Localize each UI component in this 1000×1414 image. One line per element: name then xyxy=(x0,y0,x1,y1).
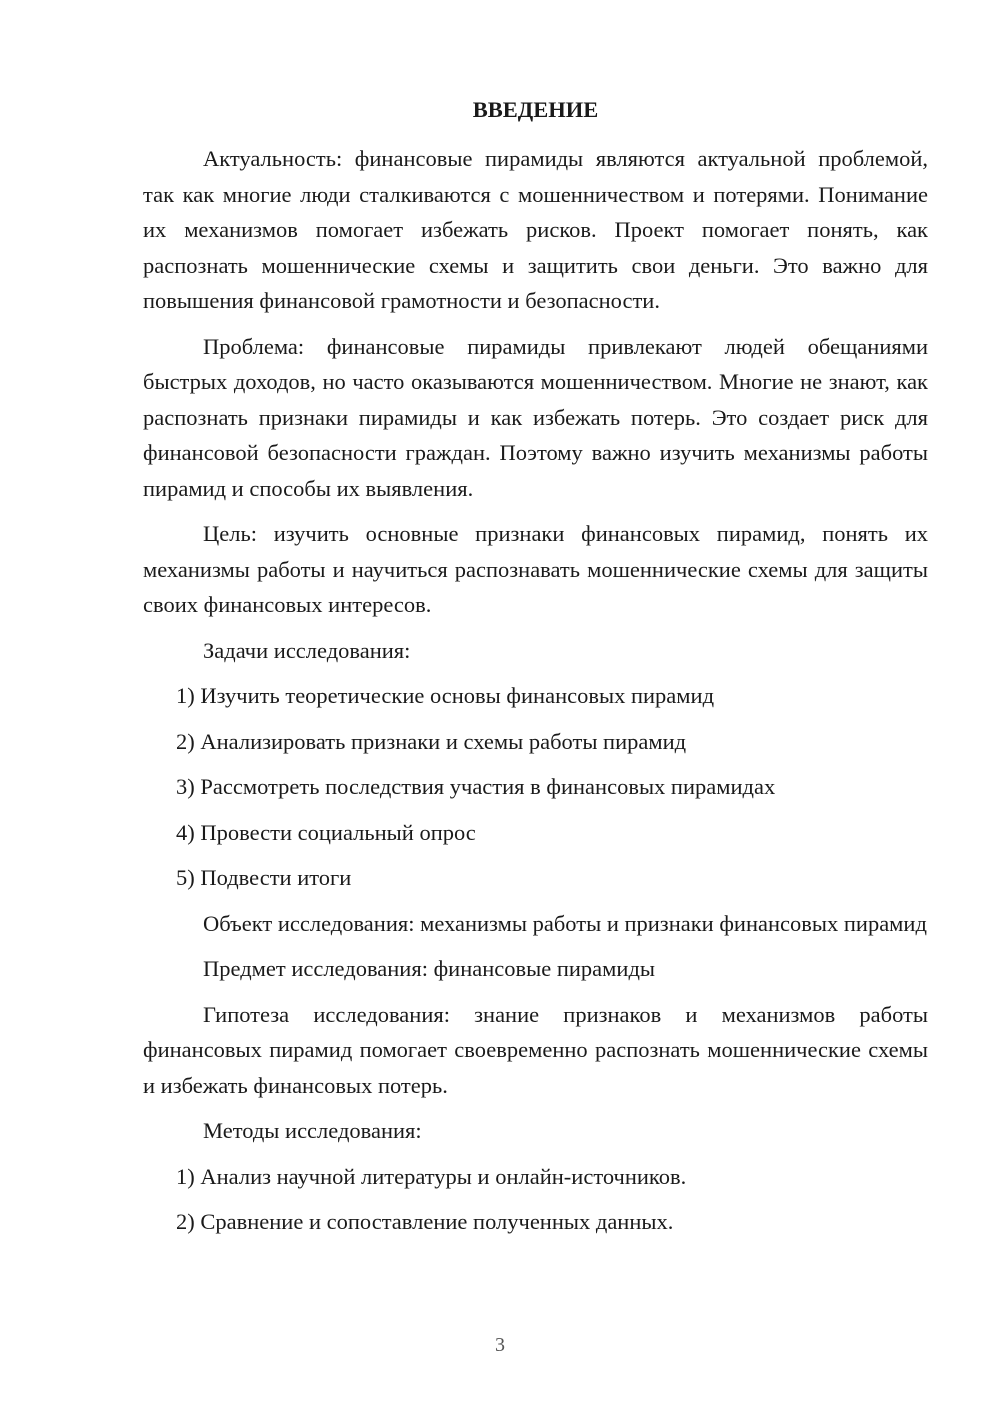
task-item: 4) Провести социальный опрос xyxy=(176,819,476,845)
object-paragraph: Объект исследования: механизмы работы и признаки финансовых пирамид xyxy=(203,910,927,936)
section-heading: ВВЕДЕНИЕ xyxy=(472,97,599,122)
document-page xyxy=(143,92,928,1250)
goal-paragraph: Цель: изучить основные признаки финансовых пирамид, понять их механизмы работы и научиться распознавать мошеннические схемы для защиты своих финансовых интересов. xyxy=(143,521,928,617)
method-item: 2) Сравнение и сопоставление полученных данных. xyxy=(176,1209,674,1234)
task-item: 1) Изучить теоретические основы финансовых пирамид xyxy=(176,683,715,708)
tasks-heading: Задачи исследования: xyxy=(203,637,411,663)
subject-paragraph: Предмет исследования: финансовые пирамиды xyxy=(203,956,656,981)
relevance-paragraph: Актуальность: финансовые пирамиды являются актуальной проблемой, так как многие люди сталкиваются с мошенничеством и потерями. Понимание их механизмов помогает избежать рисков. Проект помогает понять, как распознать мошеннические схемы и защитить свои деньги. Это важно для повышения финансовой грамотности и безопасности. xyxy=(143,146,928,313)
page-number: 3 xyxy=(495,1334,505,1356)
hypothesis-paragraph: Гипотеза исследования: знание признаков и механизмов работы финансовых пирамид помогает своевременно распознать мошеннические схемы и избежать финансовых потерь. xyxy=(143,1001,928,1098)
methods-list xyxy=(143,1159,928,1240)
methods-heading: Методы исследования: xyxy=(203,1118,422,1143)
task-item: 3) Рассмотреть последствия участия в финансовых пирамидах xyxy=(176,774,776,799)
task-item: 5) Подвести итоги xyxy=(176,865,352,890)
tasks-list xyxy=(143,678,928,896)
method-item: 1) Анализ научной литературы и онлайн-источников. xyxy=(176,1163,687,1189)
problem-paragraph: Проблема: финансовые пирамиды привлекают людей обещаниями быстрых доходов, но часто оказываются мошенничеством. Многие не знают, как распознать признаки пирамиды и как избежать потерь. Это создает риск для финансовой безопасности граждан. Поэтому важно изучить механизмы работы пирамид и способы их выявления. xyxy=(143,333,928,501)
task-item: 2) Анализировать признаки и схемы работы пирамид xyxy=(176,728,687,754)
